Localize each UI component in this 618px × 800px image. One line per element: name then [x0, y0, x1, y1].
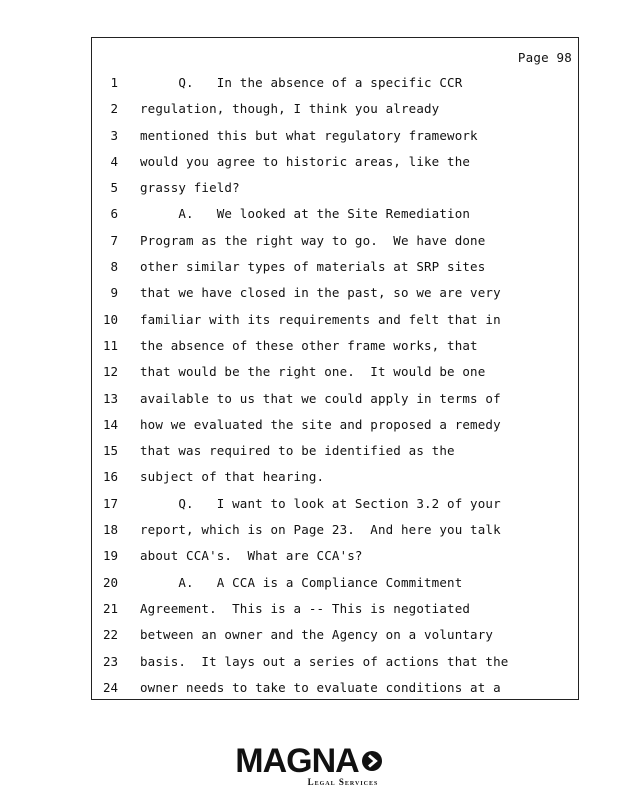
line-text: Program as the right way to go. We have done [140, 232, 486, 248]
transcript-line [92, 307, 578, 333]
line-text: owner needs to take to evaluate conditions at a [140, 679, 501, 695]
line-text: available to us that we could apply in terms of [140, 390, 501, 406]
transcript-line [92, 517, 578, 543]
line-number: 3 [110, 127, 118, 143]
transcript-line [92, 175, 578, 201]
line-number: 2 [110, 101, 118, 117]
transcript-line [92, 149, 578, 175]
page-number: Page 98 [517, 50, 572, 65]
line-number: 13 [102, 390, 118, 406]
line-text: A. We looked at the Site Remediation [140, 206, 471, 222]
transcript-line [92, 280, 578, 306]
line-number: 5 [110, 180, 118, 196]
line-number: 16 [102, 469, 118, 485]
magna-logo [0, 744, 618, 787]
transcript-line [92, 649, 578, 675]
line-number: 6 [110, 206, 118, 222]
transcript-lines [92, 70, 578, 701]
line-text: A. A CCA is a Compliance Commitment [140, 574, 463, 590]
line-text: Q. I want to look at Section 3.2 of your [140, 495, 501, 511]
line-number: 12 [102, 364, 118, 380]
transcript-line [92, 96, 578, 122]
line-text: subject of that hearing. [140, 469, 325, 485]
transcript-line [92, 438, 578, 464]
transcript-line [92, 675, 578, 701]
line-text: mentioned this but what regulatory framework [140, 127, 478, 143]
line-text: regulation, though, I think you already [140, 101, 440, 117]
line-text: that would be the right one. It would be one [140, 364, 486, 380]
line-number: 24 [102, 679, 118, 695]
logo-word: MAGNA [235, 742, 359, 780]
logo-subtitle: Legal Services [307, 777, 379, 787]
transcript-line [92, 254, 578, 280]
transcript-line [92, 412, 578, 438]
line-text: familiar with its requirements and felt that in [140, 311, 501, 327]
line-text: grassy field? [140, 180, 240, 196]
line-number: 8 [110, 259, 118, 275]
line-text: would you agree to historic areas, like the [140, 153, 471, 169]
line-text: report, which is on Page 23. And here you talk [140, 522, 501, 538]
line-number: 20 [102, 574, 118, 590]
line-text: basis. It lays out a series of actions that the [140, 653, 509, 669]
line-text: Agreement. This is a -- This is negotiated [140, 600, 471, 616]
line-text: that was required to be identified as the [140, 443, 455, 459]
transcript-line [92, 543, 578, 569]
line-number: 9 [110, 285, 118, 301]
transcript-line [92, 70, 578, 96]
line-number: 11 [102, 337, 118, 353]
chevron-circle-icon [361, 750, 383, 772]
transcript-line [92, 622, 578, 648]
transcript-line [92, 596, 578, 622]
transcript-line [92, 333, 578, 359]
transcript-line [92, 570, 578, 596]
transcript-line [92, 123, 578, 149]
transcript-line [92, 228, 578, 254]
transcript-page [91, 37, 579, 700]
logo-row [235, 744, 382, 778]
line-text: that we have closed in the past, so we are very [140, 285, 501, 301]
transcript-line [92, 359, 578, 385]
line-number: 7 [110, 232, 118, 248]
transcript-line [92, 464, 578, 490]
line-number: 1 [110, 75, 118, 90]
line-text: how we evaluated the site and proposed a remedy [140, 416, 501, 432]
line-text: between an owner and the Agency on a voluntary [140, 627, 494, 643]
line-text: the absence of these other frame works, that [140, 337, 478, 353]
line-number: 23 [102, 653, 118, 669]
line-number: 17 [102, 495, 118, 511]
line-number: 15 [102, 443, 118, 459]
line-number: 4 [110, 153, 118, 169]
line-text: about CCA's. What are CCA's? [140, 548, 363, 564]
transcript-line [92, 201, 578, 227]
line-number: 18 [102, 522, 118, 538]
line-number: 21 [102, 600, 118, 616]
line-number: 14 [102, 416, 118, 432]
line-number: 19 [102, 548, 118, 564]
line-number: 22 [102, 627, 118, 643]
transcript-line [92, 386, 578, 412]
line-text: Q. In the absence of a specific CCR [140, 75, 463, 90]
line-number: 10 [102, 311, 118, 327]
line-text: other similar types of materials at SRP sites [140, 259, 486, 275]
transcript-line [92, 491, 578, 517]
